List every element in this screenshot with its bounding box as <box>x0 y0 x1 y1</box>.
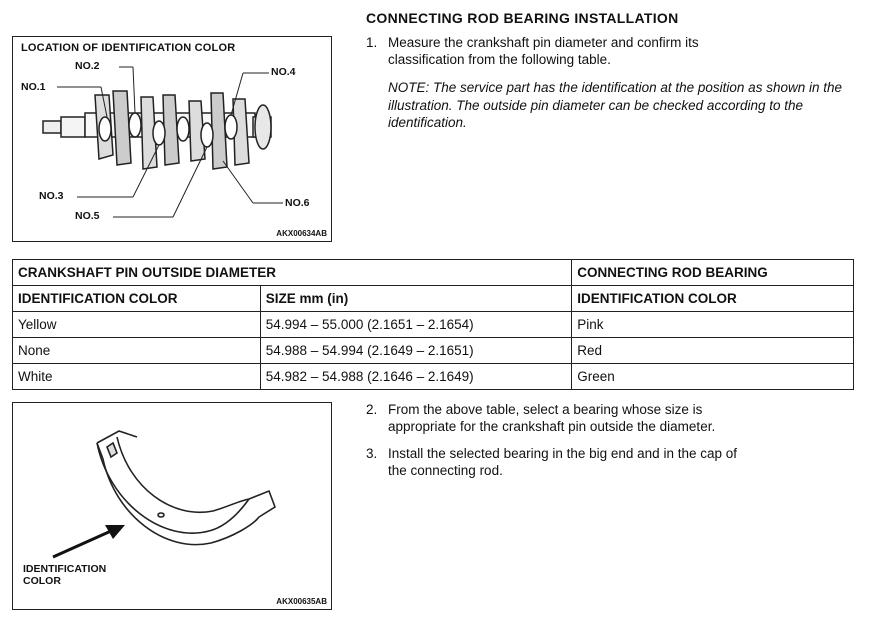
table-column-header: SIZE mm (in) <box>260 286 572 312</box>
table-column-header: IDENTIFICATION COLOR <box>13 286 261 312</box>
callout-no2: NO.2 <box>75 60 100 72</box>
callout-no1: NO.1 <box>21 81 46 93</box>
table-cell: White <box>13 364 261 390</box>
identification-color-label-line1: IDENTIFICATION <box>23 563 107 575</box>
step-number: 1. <box>366 35 378 50</box>
step-2 <box>366 401 866 437</box>
table-cell: Red <box>572 338 854 364</box>
table-cell: 54.994 – 55.000 (2.1651 – 2.1654) <box>260 312 572 338</box>
step-number: 3. <box>366 446 378 461</box>
table-cell: None <box>13 338 261 364</box>
identification-color-label-line2: COLOR <box>23 575 61 587</box>
callout-no3: NO.3 <box>39 190 64 202</box>
callout-no5: NO.5 <box>75 210 100 222</box>
step-number: 2. <box>366 402 378 417</box>
table-column-header: IDENTIFICATION COLOR <box>572 286 854 312</box>
figure-code: AKX00634AB <box>276 229 327 238</box>
step-text-line1: Measure the crankshaft pin diameter and confirm its <box>388 35 699 50</box>
crankshaft-figure <box>12 36 332 242</box>
table-row <box>13 338 854 364</box>
step-text-line1: Install the selected bearing in the big end and in the cap of <box>388 446 737 461</box>
callout-no6: NO.6 <box>285 197 310 209</box>
table-column-header-row <box>13 286 854 312</box>
table-cell: Yellow <box>13 312 261 338</box>
table-group-header-row <box>13 260 854 286</box>
table-row <box>13 312 854 338</box>
callout-no4: NO.4 <box>271 66 296 78</box>
bearing-selection-table <box>12 259 854 390</box>
table-group-header: CONNECTING ROD BEARING <box>572 260 854 286</box>
table-cell: Green <box>572 364 854 390</box>
section-heading: CONNECTING ROD BEARING INSTALLATION <box>366 10 679 26</box>
table-cell: 54.982 – 54.988 (2.1646 – 2.1649) <box>260 364 572 390</box>
bearing-figure <box>12 402 332 610</box>
step-text-line2: appropriate for the crankshaft pin outside the diameter. <box>388 419 716 434</box>
step-1 <box>366 34 866 70</box>
table-cell: 54.988 – 54.994 (2.1649 – 2.1651) <box>260 338 572 364</box>
step-text-line1: From the above table, select a bearing whose size is <box>388 402 703 417</box>
note-text: NOTE: The service part has the identification at the position as shown in the illustration. The outside pin diameter can be checked according to the identification. <box>388 80 842 130</box>
step-text-line2: the connecting rod. <box>388 463 503 478</box>
table-group-header: CRANKSHAFT PIN OUTSIDE DIAMETER <box>13 260 572 286</box>
figure-code: AKX00635AB <box>276 597 327 606</box>
step-3 <box>366 445 866 481</box>
step-text-line2: classification from the following table. <box>388 52 611 67</box>
table-cell: Pink <box>572 312 854 338</box>
figure-caption: LOCATION OF IDENTIFICATION COLOR <box>21 42 236 54</box>
table-row <box>13 364 854 390</box>
